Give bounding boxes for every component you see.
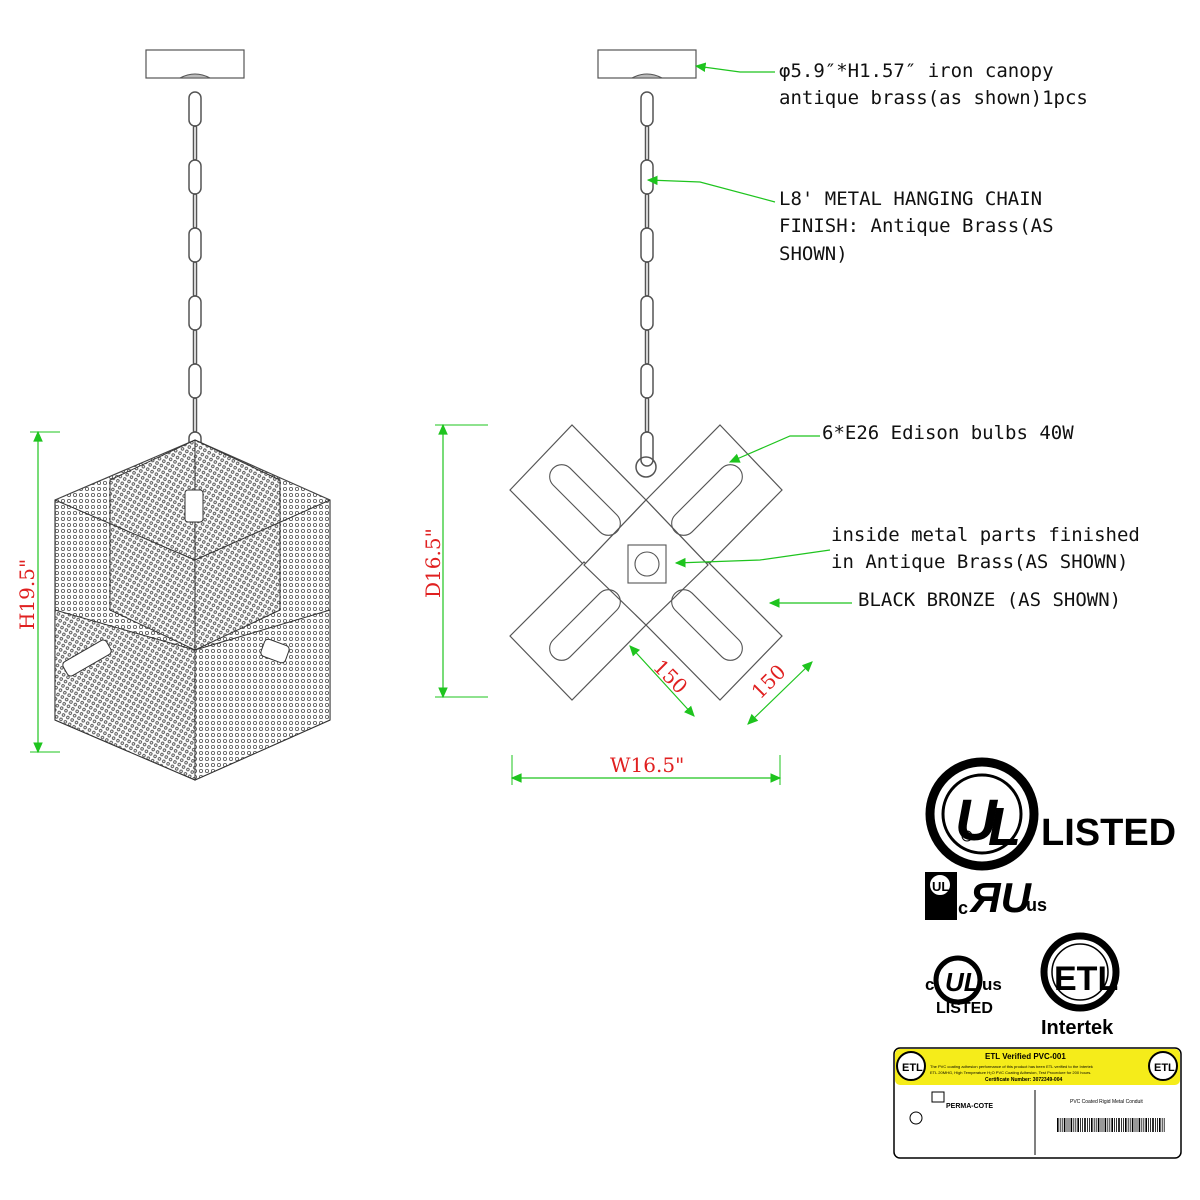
width-dimension: [512, 753, 780, 785]
etl-text: ETL: [1054, 960, 1119, 998]
svg-text:UL: UL: [932, 879, 950, 894]
label-text1: The PVC coating adhesion performance of this product has been ETL verified to the Intertek: [930, 1064, 1093, 1069]
chain-right: [641, 92, 653, 466]
label-title: ETL Verified PVC-001: [985, 1052, 1066, 1061]
height-label: H19.5": [15, 558, 39, 630]
chain-note-line3: SHOWN): [779, 243, 848, 265]
side-a-label: 150: [648, 654, 693, 699]
depth-label: D16.5": [421, 528, 445, 598]
ur-c-text: c: [958, 898, 969, 918]
bulbs-note: 6*E26 Edison bulbs 40W: [822, 422, 1074, 444]
cul-us-text: us: [982, 975, 1002, 994]
svg-text:ЯU: ЯU: [970, 874, 1031, 921]
chain-note-line2: FINISH: Antique Brass(AS: [779, 215, 1054, 237]
svg-text:L: L: [988, 797, 1021, 857]
chain-left: [189, 92, 201, 466]
width-label: W16.5": [610, 753, 685, 777]
ur-recognized-logo: [925, 872, 1047, 921]
height-dimension: [15, 432, 60, 752]
label-text2: ETL 20MHG, High Temperature H₂O PVC Coating Adhesion, Test Procedure for 200 hours.: [930, 1070, 1092, 1075]
cul-listed-text: LISTED: [936, 1000, 993, 1017]
inside-note-line1: inside metal parts finished: [831, 524, 1140, 546]
finish-note: BLACK BRONZE (AS SHOWN): [858, 589, 1122, 611]
svg-text:ETL: ETL: [902, 1062, 923, 1074]
canopy-note-line1: φ5.9″*H1.57″ iron canopy: [779, 60, 1054, 82]
etl-logo: [1041, 936, 1118, 1039]
ul-listed-text: LISTED: [1041, 812, 1177, 854]
ul-listed-logo: [930, 762, 1176, 866]
chain-note-line1: L8' METAL HANGING CHAIN: [779, 188, 1043, 210]
top-view: [421, 50, 812, 785]
label-cert: Certificate Number: 3072349-004: [985, 1077, 1063, 1083]
ur-us-text: us: [1026, 895, 1048, 915]
inside-note-line2: in Antique Brass(AS SHOWN): [831, 551, 1129, 573]
mesh-shade-left: [55, 440, 330, 780]
cul-c-text: c: [925, 975, 935, 994]
label-right-text: PVC Coated Rigid Metal Conduit: [1070, 1099, 1143, 1105]
svg-text:U: U: [955, 788, 997, 853]
canopy-note-line2: antique brass(as shown)1pcs: [779, 87, 1088, 109]
label-brand: PERMA-COTE: [946, 1103, 994, 1110]
intertek-text: Intertek: [1041, 1017, 1114, 1039]
depth-dimension: [421, 425, 488, 697]
svg-text:UL: UL: [945, 967, 980, 997]
side-b-label: 150: [746, 659, 791, 704]
side-view: [15, 50, 330, 780]
cul-listed-logo: [925, 958, 1002, 1017]
notes: [779, 60, 1140, 611]
svg-text:ETL: ETL: [1154, 1062, 1175, 1074]
etl-verified-label: [894, 1048, 1181, 1158]
